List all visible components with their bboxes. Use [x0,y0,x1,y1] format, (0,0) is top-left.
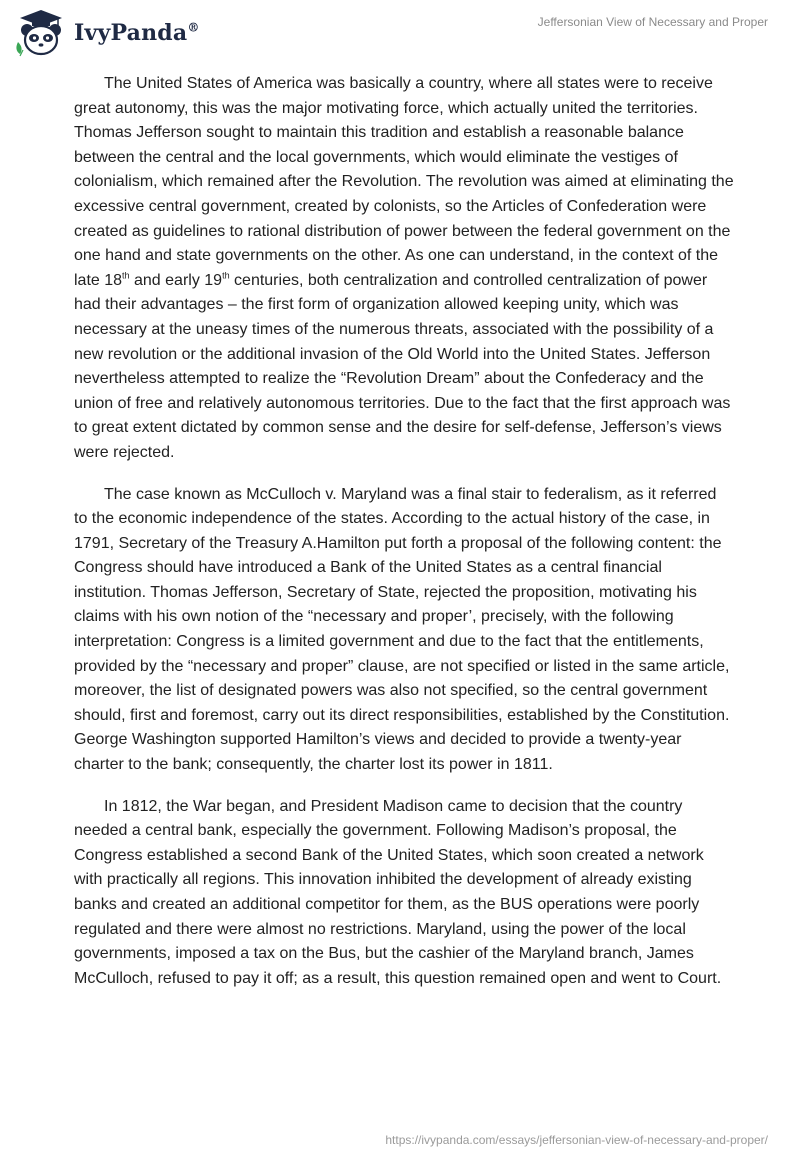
ivypanda-logo[interactable] [14,8,200,58]
essay-body [74,72,734,1008]
brand-name: IvyPanda® [74,20,200,46]
panda-graduate-icon [14,8,68,58]
registered-mark: ® [187,20,200,35]
paragraph: The United States of America was basically a country, where all states were to receive great autonomy, this was the major motivating force, which actually united the territories. Thomas Jefferson sought to maintain this tradition and establish a reasonable balance between the central and the local governments, which would eliminate the vestiges of colonialism, which remained after the Revolution. The revolution was aimed at eliminating the excessive central government, created by colonists, so the Articles of Confederation were created as guidelines to rational distribution of power between the federal government on the one hand and state governments on the other. As one can understand, in the context of the late 18th and early 19th centuries, both centralization and controlled centralization of power had their advantages – the first form of organization allowed keeping unity, which was necessary at the uneasy times of the numerous threats, associated with the possibility of a new revolution or the additional invasion of the Old World into the United States. Jefferson nevertheless attempted to realize the “Revolution Dream” about the Confederacy and the union of free and relatively autonomous territories. Due to the fact that the first approach was to great extent dictated by common sense and the desire for self-defense, Jefferson’s views were rejected. [74,75,734,461]
page-header [0,0,800,70]
document-title: Jeffersonian View of Necessary and Proper [537,15,768,29]
source-url[interactable]: https://ivypanda.com/essays/jeffersonian-view-of-necessary-and-proper/ [385,1133,768,1147]
paragraph: The case known as McCulloch v. Maryland was a final stair to federalism, as it referred to the economic independence of the states. According to the actual history of the case, in 1791, Secretary of the Treasury A.Hamilton put forth a proposal of the following content: the Congress should have introduced a Bank of the United States as a central financial institution. Thomas Jefferson, Secretary of State, rejected the proposition, motivating his claims with his own notion of the “necessary and proper’, precisely, with the following interpretation: Congress is a limited government and due to the fact that the entitlements, provided by the “necessary and proper” clause, are not specified or listed in the same article, moreover, the list of designated powers was also not specified, so the central government should, first and foremost, carry out its direct responsibilities, established by the Constitution. George Washington supported Hamilton’s views and decided to provide a twenty-year charter to the bank; consequently, the charter lost its power in 1811. [74,485,730,774]
paragraph: In 1812, the War began, and President Madison came to decision that the country needed a central bank, especially the government. Following Madison’s proposal, the Congress established a second Bank of the United States, which soon created a network with practically all regions. This innovation inhibited the development of already existing banks and created an additional competitor for them, as the BUS operations were poorly regulated and there were almost no restrictions. Maryland, using the power of the local governments, imposed a tax on the Bus, but the cashier of the Maryland branch, James McCulloch, refused to pay it off; as a result, this question remained open and went to Court. [74,797,722,987]
